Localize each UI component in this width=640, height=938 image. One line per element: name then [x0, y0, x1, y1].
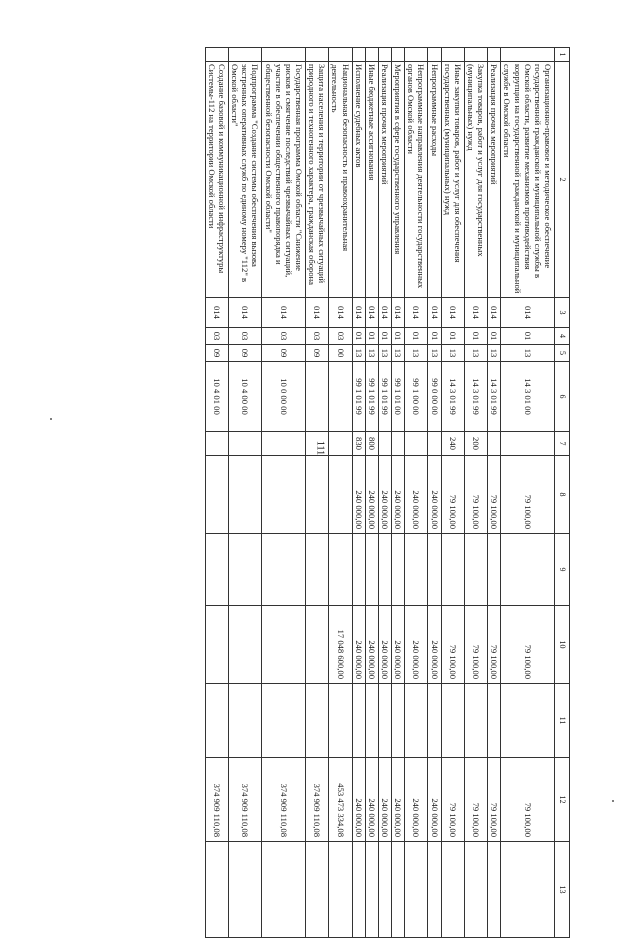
cell-col-8	[306, 456, 329, 534]
cell-col-7	[488, 432, 501, 456]
row-index-cell	[464, 48, 487, 62]
cell-col-3: 014	[365, 298, 378, 328]
cell-col-9	[365, 534, 378, 606]
table-row	[378, 48, 391, 938]
cell-col-13	[378, 842, 391, 938]
row-index-cell	[352, 48, 365, 62]
cell-col-3: 014	[378, 298, 391, 328]
cell-col-7	[229, 432, 262, 456]
table-row	[365, 48, 378, 938]
table-row	[352, 48, 365, 938]
cell-col-13	[306, 842, 329, 938]
cell-col-5: 00	[329, 345, 352, 362]
cell-col-8	[205, 456, 228, 534]
cell-col-10: 79 100,00	[501, 606, 555, 684]
cell-col-8	[329, 456, 352, 534]
cell-col-5: 09	[205, 345, 228, 362]
cell-col-7	[392, 432, 405, 456]
cell-col-8: 240 000,00	[365, 456, 378, 534]
cell-col-9	[464, 534, 487, 606]
cell-col-10: 240 000,00	[365, 606, 378, 684]
cell-col-5: 13	[441, 345, 464, 362]
cell-col-4: 03	[329, 328, 352, 345]
cell-col-11	[378, 684, 391, 758]
cell-col-4: 01	[378, 328, 391, 345]
cell-col-8: 79 100,00	[501, 456, 555, 534]
cell-col-13	[405, 842, 428, 938]
row-description: Создание базовой и коммуникационной инфраструктуры Системы-112 на территории Омской области	[205, 62, 228, 298]
cell-col-11	[405, 684, 428, 758]
cell-col-9	[488, 534, 501, 606]
cell-col-13	[428, 842, 441, 938]
cell-col-11	[205, 684, 228, 758]
cell-col-11	[392, 684, 405, 758]
cell-col-13	[205, 842, 228, 938]
row-description: Реализация прочих мероприятий	[378, 62, 391, 298]
cell-col-10	[306, 606, 329, 684]
row-index-cell	[365, 48, 378, 62]
cell-col-9	[262, 534, 306, 606]
table-row	[428, 48, 441, 938]
cell-col-3: 014	[329, 298, 352, 328]
table-row	[262, 48, 306, 938]
cell-col-13	[392, 842, 405, 938]
cell-col-9	[392, 534, 405, 606]
table-row	[501, 48, 555, 938]
cell-col-10: 240 000,00	[392, 606, 405, 684]
cell-col-4: 01	[428, 328, 441, 345]
column-header-9: 9	[555, 534, 570, 606]
cell-col-8: 240 000,00	[378, 456, 391, 534]
cell-col-12: 240 000,00	[365, 758, 378, 842]
table-row	[329, 48, 352, 938]
cell-col-12: 79 100,00	[441, 758, 464, 842]
cell-col-9	[428, 534, 441, 606]
row-description: Непрограммные расходы	[428, 62, 441, 298]
cell-col-13	[229, 842, 262, 938]
cell-col-4: 01	[501, 328, 555, 345]
cell-col-10: 17 048 600,00	[329, 606, 352, 684]
cell-col-7: 830	[352, 432, 365, 456]
row-index-cell	[488, 48, 501, 62]
cell-col-3: 014	[428, 298, 441, 328]
cell-col-7	[306, 432, 329, 456]
row-description: Закупка товаров, работ и услуг для государственных (муниципальных) нужд	[464, 62, 487, 298]
row-description: Подпрограмма "Создание системы обеспечения вызова экстренных оперативных служб по единому номеру "112" в Омской области"	[229, 62, 262, 298]
cell-col-9	[405, 534, 428, 606]
cell-col-12: 79 100,00	[501, 758, 555, 842]
row-description: Организационно-правовое и методическое обеспечение государственной гражданской и муниципальной службы в Омской области, развитие механизмов противодействия коррупции на государственной гражданской и муниципальной службе в Омской области	[501, 62, 555, 298]
row-description: Непрограммные направления деятельности государственных органов Омской области	[405, 62, 428, 298]
cell-col-12: 240 000,00	[405, 758, 428, 842]
cell-col-4: 03	[229, 328, 262, 345]
cell-col-11	[365, 684, 378, 758]
cell-col-6	[306, 362, 329, 432]
cell-col-7	[262, 432, 306, 456]
cell-col-5: 13	[501, 345, 555, 362]
budget-table	[205, 47, 570, 938]
cell-col-8	[262, 456, 306, 534]
cell-col-3: 014	[441, 298, 464, 328]
row-index-cell	[329, 48, 352, 62]
cell-col-5: 09	[229, 345, 262, 362]
cell-col-4: 01	[441, 328, 464, 345]
row-index-cell	[392, 48, 405, 62]
column-header-10: 10	[555, 606, 570, 684]
cell-col-12: 374 909 110,08	[205, 758, 228, 842]
table-row	[306, 48, 329, 938]
cell-col-9	[352, 534, 365, 606]
cell-col-13	[501, 842, 555, 938]
row-description: Защита населения и территории от чрезвычайных ситуаций природного и техногенного характера, гражданская оборона	[306, 62, 329, 298]
cell-col-3: 014	[488, 298, 501, 328]
table-row	[441, 48, 464, 938]
scan-speck	[50, 418, 52, 420]
cell-col-13	[488, 842, 501, 938]
cell-col-6: 99 1 01 00	[392, 362, 405, 432]
row-index-cell	[306, 48, 329, 62]
cell-col-7: 800	[365, 432, 378, 456]
cell-col-6: 14 3 01 99	[464, 362, 487, 432]
cell-col-9	[441, 534, 464, 606]
cell-col-7	[405, 432, 428, 456]
cell-col-6: 99 1 01 99	[352, 362, 365, 432]
cell-col-3: 014	[306, 298, 329, 328]
table-row	[405, 48, 428, 938]
cell-col-3: 014	[405, 298, 428, 328]
cell-col-5: 13	[352, 345, 365, 362]
cell-col-4: 01	[405, 328, 428, 345]
cell-col-12: 240 000,00	[392, 758, 405, 842]
cell-col-3: 014	[352, 298, 365, 328]
column-header-2: 2	[555, 62, 570, 298]
table-row	[205, 48, 228, 938]
cell-col-5: 13	[392, 345, 405, 362]
cell-col-10: 240 000,00	[352, 606, 365, 684]
cell-col-10: 240 000,00	[405, 606, 428, 684]
cell-col-10: 240 000,00	[378, 606, 391, 684]
cell-col-6: 14 3 01 99	[488, 362, 501, 432]
cell-col-6: 99 1 01 99	[365, 362, 378, 432]
cell-col-3: 014	[229, 298, 262, 328]
cell-col-12: 240 000,00	[378, 758, 391, 842]
row-index-cell	[205, 48, 228, 62]
cell-col-12: 453 473 334,08	[329, 758, 352, 842]
row-description: Иные бюджетные ассигнования	[365, 62, 378, 298]
cell-col-13	[352, 842, 365, 938]
cell-col-9	[329, 534, 352, 606]
cell-col-11	[464, 684, 487, 758]
cell-col-6: 99 1 01 99	[378, 362, 391, 432]
cell-col-13	[441, 842, 464, 938]
cell-col-7: 200	[464, 432, 487, 456]
cell-col-5: 09	[306, 345, 329, 362]
cell-col-4: 01	[392, 328, 405, 345]
cell-col-11	[262, 684, 306, 758]
column-header-12: 12	[555, 758, 570, 842]
cell-col-10: 79 100,00	[488, 606, 501, 684]
cell-col-11	[306, 684, 329, 758]
rotated-table-region	[70, 47, 570, 897]
cell-col-12: 240 000,00	[428, 758, 441, 842]
cell-col-8: 79 100,00	[441, 456, 464, 534]
cell-col-8: 79 100,00	[464, 456, 487, 534]
cell-col-10	[205, 606, 228, 684]
cell-col-10: 240 000,00	[428, 606, 441, 684]
cell-col-3: 014	[392, 298, 405, 328]
cell-col-4: 03	[306, 328, 329, 345]
cell-col-13	[262, 842, 306, 938]
row-index-cell	[428, 48, 441, 62]
cell-col-10: 79 100,00	[441, 606, 464, 684]
cell-col-11	[488, 684, 501, 758]
cell-col-7	[205, 432, 228, 456]
cell-col-8: 79 100,00	[488, 456, 501, 534]
column-number-header-row	[555, 48, 570, 938]
cell-col-11	[352, 684, 365, 758]
cell-col-8: 240 000,00	[392, 456, 405, 534]
cell-col-3: 014	[205, 298, 228, 328]
row-description: Государственная программа Омской области "Снижение рисков и смягчение последствий чрезвычайных ситуаций, участие в обеспечении общественного правопорядка и общественной безопасности Омской области"	[262, 62, 306, 298]
table-row	[488, 48, 501, 938]
cell-col-3: 014	[501, 298, 555, 328]
row-index-cell	[229, 48, 262, 62]
cell-col-4: 01	[365, 328, 378, 345]
cell-col-5: 09	[262, 345, 306, 362]
cell-col-4: 01	[488, 328, 501, 345]
column-header-1: 1	[555, 48, 570, 62]
table-row	[464, 48, 487, 938]
cell-col-6: 14 3 01 99	[441, 362, 464, 432]
table-body	[205, 48, 554, 938]
cell-col-6: 10 4 00 00	[229, 362, 262, 432]
cell-col-13	[365, 842, 378, 938]
cell-col-10	[229, 606, 262, 684]
cell-col-12: 79 100,00	[464, 758, 487, 842]
cell-col-4: 01	[464, 328, 487, 345]
cell-col-5: 13	[405, 345, 428, 362]
cell-col-11	[441, 684, 464, 758]
cell-col-7	[329, 432, 352, 456]
cell-col-11	[329, 684, 352, 758]
row-description: Иные закупки товаров, работ и услуг для обеспечения государственных (муниципальных) нужд	[441, 62, 464, 298]
row-index-cell	[378, 48, 391, 62]
scan-speck	[612, 800, 614, 802]
cell-col-6: 10 0 00 00	[262, 362, 306, 432]
cell-col-9	[205, 534, 228, 606]
cell-col-7: 240	[441, 432, 464, 456]
cell-col-9	[378, 534, 391, 606]
cell-col-5: 13	[488, 345, 501, 362]
column-header-5: 5	[555, 345, 570, 362]
cell-col-13	[464, 842, 487, 938]
cell-col-12: 374 909 110,08	[229, 758, 262, 842]
row-index-cell	[441, 48, 464, 62]
column-header-8: 8	[555, 456, 570, 534]
column-header-4: 4	[555, 328, 570, 345]
cell-col-3: 014	[464, 298, 487, 328]
row-index-cell	[262, 48, 306, 62]
cell-col-8	[229, 456, 262, 534]
row-description: Национальная безопасность и правоохранительная деятельность	[329, 62, 352, 298]
cell-col-4: 03	[262, 328, 306, 345]
column-header-13: 13	[555, 842, 570, 938]
cell-col-7	[501, 432, 555, 456]
cell-col-9	[501, 534, 555, 606]
row-index-cell	[501, 48, 555, 62]
cell-col-12: 240 000,00	[352, 758, 365, 842]
cell-col-10: 79 100,00	[464, 606, 487, 684]
cell-col-6: 99 0 00 00	[428, 362, 441, 432]
cell-col-6: 14 3 01 00	[501, 362, 555, 432]
cell-col-6: 99 1 00 00	[405, 362, 428, 432]
cell-col-5: 13	[428, 345, 441, 362]
page-number: 111	[314, 440, 326, 456]
cell-col-6: 10 4 01 00	[205, 362, 228, 432]
cell-col-6	[329, 362, 352, 432]
row-description: Мероприятия в сфере государственного управления	[392, 62, 405, 298]
cell-col-9	[306, 534, 329, 606]
row-index-cell	[405, 48, 428, 62]
column-header-6: 6	[555, 362, 570, 432]
cell-col-5: 13	[464, 345, 487, 362]
cell-col-10	[262, 606, 306, 684]
cell-col-8: 240 000,00	[428, 456, 441, 534]
cell-col-5: 13	[365, 345, 378, 362]
column-header-7: 7	[555, 432, 570, 456]
cell-col-11	[229, 684, 262, 758]
cell-col-8: 240 000,00	[405, 456, 428, 534]
cell-col-4: 01	[352, 328, 365, 345]
cell-col-9	[229, 534, 262, 606]
cell-col-11	[501, 684, 555, 758]
cell-col-7	[428, 432, 441, 456]
column-header-11: 11	[555, 684, 570, 758]
row-description: Реализация прочих мероприятий	[488, 62, 501, 298]
cell-col-7	[378, 432, 391, 456]
cell-col-3: 014	[262, 298, 306, 328]
cell-col-4: 03	[205, 328, 228, 345]
table-row	[392, 48, 405, 938]
cell-col-5: 13	[378, 345, 391, 362]
cell-col-12: 79 100,00	[488, 758, 501, 842]
row-description: Исполнение судебных актов	[352, 62, 365, 298]
table-row	[229, 48, 262, 938]
cell-col-8: 240 000,00	[352, 456, 365, 534]
cell-col-12: 374 909 110,08	[306, 758, 329, 842]
column-header-3: 3	[555, 298, 570, 328]
cell-col-13	[329, 842, 352, 938]
cell-col-11	[428, 684, 441, 758]
cell-col-12: 374 909 110,08	[262, 758, 306, 842]
